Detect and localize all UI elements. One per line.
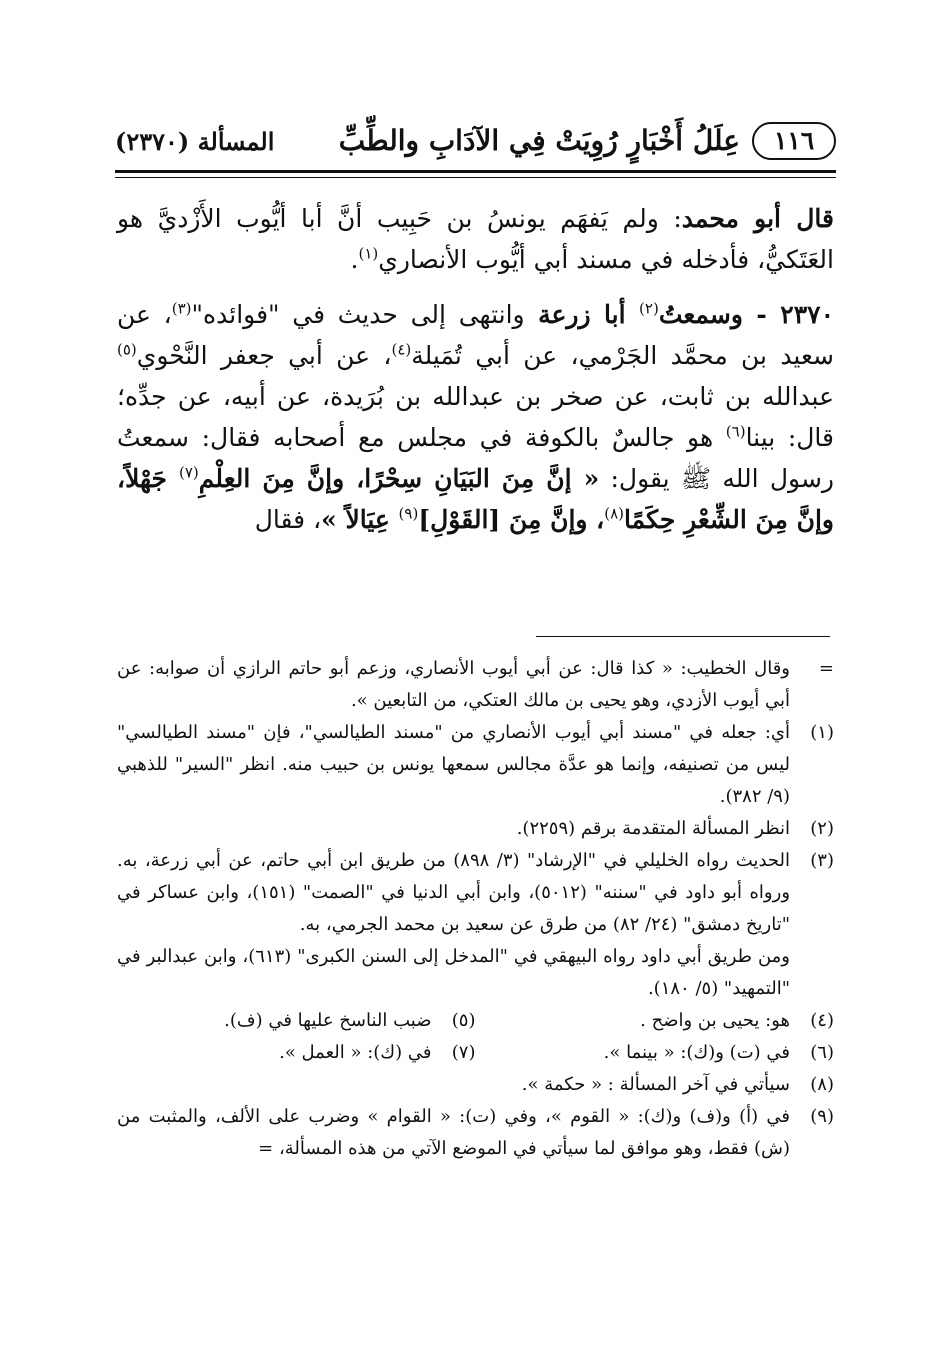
hadith-text: ، عن سعيد بن محمَّد الجَرْمي، عن أبي تُمَيلة bbox=[117, 300, 834, 370]
footnote-text: أي: جعله في "مسند أبي أيوب الأنصاري من "مسند الطيالسي"، فإن "مسند الطيالسي" ليس من تصنيفه، وإنما هو عدَّة مجالس سمعها يونس بن حبيب منه. انظر "السير" للذهبي (٩/ ٣٨٢). bbox=[117, 722, 790, 807]
hadith-number: ٢٣٧٠ bbox=[780, 300, 834, 329]
intro-text: : ولم يَفهَم يونسُ بن حَبِيب أنَّ أبا أيُّوب الأَزْديَّ هو العَتَكيُّ، فأدخله في مسند أبي أيُّوب الأنصاري bbox=[117, 204, 834, 274]
footnote-ref: (٧) bbox=[179, 463, 199, 482]
footnote-7 bbox=[117, 1037, 476, 1069]
footnote-continued bbox=[117, 653, 834, 717]
footnote-6 bbox=[476, 1037, 835, 1069]
prophetic-quote: « إنَّ مِنَ البَيَانِ سِحْرًا، وإنَّ مِنَ العِلْمِ bbox=[198, 464, 600, 493]
footnote-mark: (٢) bbox=[810, 818, 834, 839]
intro-paragraph bbox=[117, 198, 834, 280]
page-number: ١١٦ bbox=[752, 122, 836, 160]
footnote-text: وقال الخطيب: « كذا قال: عن أبي أيوب الأنصاري، وزعم أبو حاتم الرازي أن صوابه: عن أبي أيوب الأزدي، وهو يحيى بن مالك العتكي، من التابعين ». bbox=[117, 658, 790, 711]
hadith-text: وانتهى إلى حديث في "فوائده" bbox=[191, 300, 525, 329]
footnote-ref: (٩) bbox=[398, 504, 419, 523]
footnote-text: ومن طريق أبي داود رواه البيهقي في "المدخل إلى السنن الكبرى" (٦١٣)، وابن عبدالبر في "التمهيد" (٥/ ١٨٠). bbox=[117, 946, 790, 999]
footnote-8 bbox=[117, 1069, 834, 1101]
prophetic-quote: عِيَالاً » bbox=[321, 505, 399, 534]
footnote-ref: (٨) bbox=[604, 504, 625, 523]
main-text bbox=[117, 198, 834, 540]
footnote-mark: (٦) bbox=[810, 1042, 834, 1063]
footnote-text: ضبب الناسخ عليها في (ف). bbox=[224, 1010, 432, 1031]
hadith-lead: وسمعتُ bbox=[658, 300, 743, 329]
footnote-pair-6-7 bbox=[117, 1037, 834, 1069]
footnote-1 bbox=[117, 717, 834, 813]
footnote-separator bbox=[536, 636, 830, 637]
footnote-mark: (٧) bbox=[451, 1042, 476, 1063]
footnotes bbox=[117, 653, 834, 1165]
prophetic-quote: ، وإنَّ مِنَ [القَوْلِ] bbox=[418, 505, 605, 534]
footnote-ref: (٦) bbox=[725, 422, 746, 441]
speaker-name: قال أبو محمد bbox=[681, 204, 834, 233]
footnote-4 bbox=[476, 1005, 835, 1037]
footnote-text: في (أ) و(ف) و(ك): « القوم »، وفي (ت): « القوام » وضرب على الألف، والمثبت من (ش) فقط، وهو موافق لما سيأتي في الموضع الآتي من هذه المسألة، = bbox=[117, 1106, 790, 1159]
hadith-text: عبدالله بن ثابت، عن صخر بن عبدالله بن بُرَيدة، عن أبيه، عن جدِّه؛ قال: بينا bbox=[117, 382, 835, 452]
hadith-text: ، فقال bbox=[254, 505, 322, 534]
page-header bbox=[115, 118, 836, 168]
hadith-text: ، عن أبي جعفر النَّحْوي bbox=[136, 341, 392, 370]
running-title: عِلَلُ أَخْبَارٍ رُوِيَتْ فِي الآدَابِ والطِّبِّ bbox=[338, 124, 740, 157]
footnote-text: سيأتي في آخر المسألة : « حكمة ». bbox=[521, 1074, 790, 1095]
hadith-text: هو جالسٌ بالكوفة في مجلس مع أصحابه فقال: سمعتُ رسول الله ﷺ يقول: bbox=[117, 423, 834, 493]
footnote-mark: (٨) bbox=[810, 1074, 834, 1095]
prophetic-quote: جَهْلاً، وإنَّ مِنَ الشِّعْرِ حِكَمًا bbox=[117, 464, 834, 534]
footnote-text: في (ت) و(ك): « بينما ». bbox=[603, 1042, 790, 1063]
header-rule-thin bbox=[115, 177, 836, 178]
footnote-text: الحديث رواه الخليلي في "الإرشاد" (٣/ ٨٩٨) من طريق ابن أبي حاتم، عن أبي زرعة، به. ورواه أبو داود في "سننه" (٥٠١٢)، وابن أبي الدنيا في "الصمت" (١٥١)، وابن عساكر في "تاريخ دمشق" (٢٤/ ٨٢) من طرق عن سعيد بن محمد الجرمي، به. bbox=[117, 850, 791, 935]
header-rule-thick bbox=[115, 170, 836, 173]
footnote-2 bbox=[117, 813, 834, 845]
footnote-5 bbox=[117, 1005, 476, 1037]
footnote-text: انظر المسألة المتقدمة برقم (٢٢٥٩). bbox=[516, 818, 790, 839]
footnote-text: هو: يحيى بن واضح . bbox=[640, 1010, 790, 1031]
narrator-name: أبا زرعة bbox=[524, 300, 640, 329]
footnote-pair-4-5 bbox=[117, 1005, 834, 1037]
footnote-ref: (١) bbox=[358, 244, 379, 263]
footnote-9 bbox=[117, 1101, 834, 1165]
footnote-mark: (٩) bbox=[810, 1106, 834, 1127]
intro-end: . bbox=[350, 245, 359, 274]
footnote-3 bbox=[117, 845, 834, 941]
question-label: المسألة (٢٣٧٠) bbox=[115, 127, 275, 156]
hadith-dash: - bbox=[742, 300, 781, 329]
footnote-mark: = bbox=[818, 658, 834, 679]
footnote-ref: (٥) bbox=[117, 340, 137, 359]
footnote-ref: (٣) bbox=[171, 299, 192, 318]
footnote-3-continued bbox=[117, 941, 834, 1005]
footnote-ref: (٤) bbox=[391, 340, 412, 359]
footnote-mark: (٤) bbox=[810, 1010, 834, 1031]
footnote-mark: (٥) bbox=[451, 1010, 476, 1031]
hadith-paragraph bbox=[117, 294, 834, 540]
footnote-mark: (١) bbox=[810, 722, 834, 743]
footnote-mark: (٣) bbox=[810, 850, 834, 871]
footnote-ref: (٢) bbox=[639, 299, 659, 318]
footnote-text: في (ك): « العمل ». bbox=[279, 1042, 432, 1063]
